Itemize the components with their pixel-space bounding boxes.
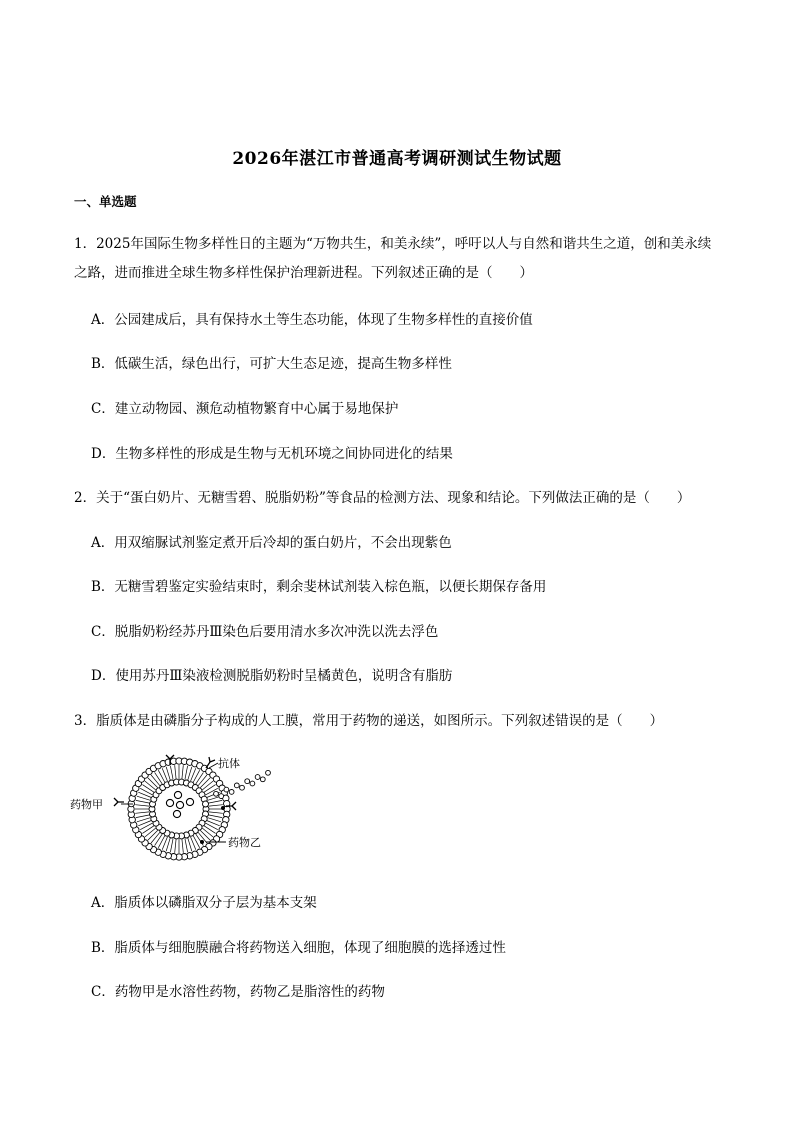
q1-option-b: B．低碳生活，绿色出行，可扩大生态足迹，提高生物多样性 — [91, 356, 452, 372]
liposome-figure — [66, 752, 276, 864]
lipid-tail — [185, 838, 188, 852]
lipid-tail — [200, 830, 210, 840]
q2-option-c: C．脱脂奶粉经苏丹Ⅲ染色后要用清水多次冲洗以洗去浮色 — [91, 624, 439, 640]
lipid-tail — [148, 830, 158, 840]
q3-option-a: A．脂质体以磷脂双分子层为基本支架 — [91, 895, 317, 911]
chain-bead — [266, 770, 271, 775]
inner-head — [203, 801, 209, 807]
chain-bead — [250, 781, 255, 786]
q3-option-b: B．脂质体与细胞膜融合将药物送入细胞，体现了细胞膜的选择透过性 — [91, 940, 506, 956]
section-heading: 一、单选题 — [74, 194, 137, 209]
q1-stem-line1: 1．2025年国际生物多样性日的主题为“万物共生，和美永续”，呼吁以人与自然和谐共生之道，创和美永续 — [74, 236, 712, 252]
chain-bead — [240, 785, 245, 790]
chain-bead — [245, 779, 250, 784]
lipid-tail — [135, 812, 149, 813]
chain-bead — [214, 791, 219, 796]
lipid-tail — [135, 805, 149, 806]
q1-option-d: D．生物多样性的形成是生物与无机环境之间协同进化的结果 — [91, 446, 453, 462]
lipid-tail — [155, 772, 163, 784]
lipid-tail — [182, 839, 183, 853]
q1-stem-line2: 之路，进而推进全球生物多样性保护治理新进程。下列叙述正确的是（ ） — [74, 265, 533, 281]
lipid-tail — [137, 796, 150, 800]
lipid-tail — [202, 828, 213, 837]
chain-bead — [224, 787, 229, 792]
lipid-tail — [166, 838, 170, 851]
q3-stem: 3．脂质体是由磷脂分子构成的人工膜，常用于药物的递送，如图所示。下列叙述错误的是（ ） — [74, 713, 664, 729]
chain-bead — [255, 775, 260, 780]
chain-bead — [229, 790, 234, 795]
lipid-tail — [202, 781, 213, 790]
lipid-tail — [151, 832, 160, 843]
chain-bead — [219, 794, 224, 799]
lipid-tail — [142, 826, 154, 834]
label-drug-b: 药物乙 — [228, 836, 261, 849]
lipid-tail — [137, 818, 150, 822]
lipid-tail — [142, 785, 154, 793]
lipid-tail — [175, 839, 176, 853]
page-title: 2026年湛江市普通高考调研测试生物试题 — [232, 149, 562, 169]
lipid-tail — [155, 834, 163, 846]
q3-option-c: C．药物甲是水溶性药物，药物乙是脂溶性的药物 — [91, 984, 385, 1000]
q1-option-c: C．建立动物园、濒危动植物繁育中心属于易地保护 — [91, 401, 399, 417]
liposome-diagram — [66, 752, 276, 864]
lipid-tail — [170, 838, 173, 852]
lipid-tail — [209, 805, 223, 806]
lipid-tail — [145, 781, 156, 790]
lipid-tail — [196, 772, 204, 784]
label-drug-a: 药物甲 — [70, 798, 103, 811]
lipid-tail — [200, 778, 210, 788]
lipid-tail — [136, 800, 150, 803]
q2-option-a: A．用双缩脲试剂鉴定煮开后冷却的蛋白奶片，不会出现紫色 — [91, 535, 452, 551]
lipid-tail — [151, 775, 160, 786]
lipid-tail — [166, 767, 170, 780]
lipid-tail — [208, 815, 222, 818]
lipid-tail — [136, 815, 150, 818]
drug-a-molecules — [166, 791, 193, 817]
label-antibody: 抗体 — [218, 757, 240, 770]
lipid-tail — [188, 838, 192, 851]
chain-bead — [260, 777, 265, 782]
lipid-tail — [204, 785, 216, 793]
q2-option-b: B．无糖雪碧鉴定实验结束时，剩余斐林试剂装入棕色瓶，以便长期保存备用 — [91, 579, 547, 595]
antibody-leader — [209, 763, 218, 768]
lipid-tail — [175, 765, 176, 779]
lipid-tail — [198, 775, 207, 786]
q2-option-d: D．使用苏丹Ⅲ染液检测脱脂奶粉时呈橘黄色，说明含有脂肪 — [91, 668, 453, 684]
lipid-tail — [208, 800, 222, 803]
q2-stem: 2．关于“蛋白奶片、无糖雪碧、脱脂奶粉”等食品的检测方法、现象和结论。下列做法正确的是（ ） — [74, 490, 691, 506]
lipid-tail — [170, 766, 173, 780]
lipid-tail — [185, 766, 188, 780]
lipid-tail — [145, 828, 156, 837]
lipid-tail — [148, 778, 158, 788]
lipid-tail — [208, 818, 221, 822]
lipid-tail — [188, 767, 192, 780]
lipid-tail — [209, 812, 223, 813]
lipid-tail — [204, 826, 216, 834]
chain-bead — [234, 783, 239, 788]
lipid-tail — [182, 765, 183, 779]
q1-option-a: A．公园建成后，具有保持水土等生态功能，体现了生物多样性的直接价值 — [91, 312, 533, 328]
